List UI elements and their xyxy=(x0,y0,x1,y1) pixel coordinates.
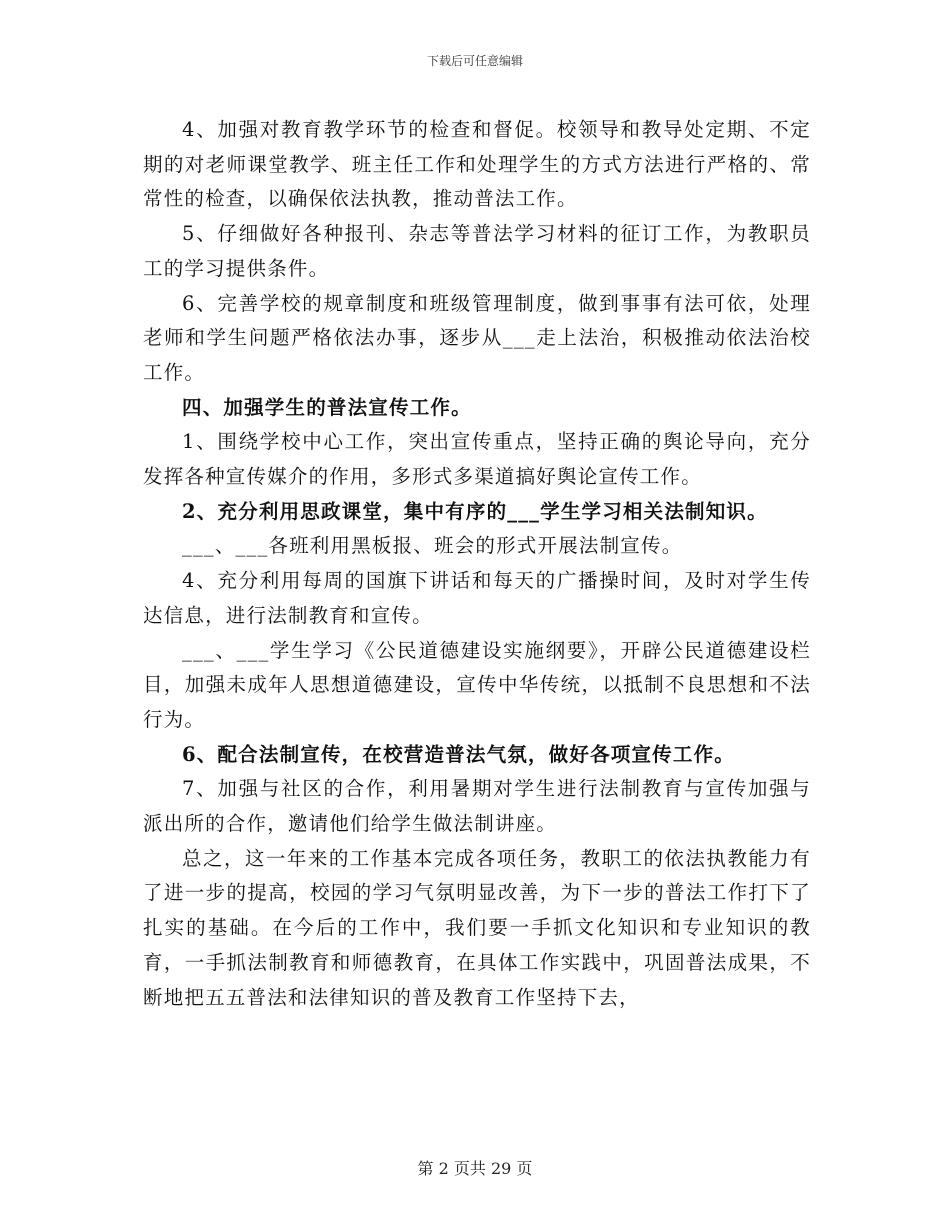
paragraph-item-2: 2、充分利用思政课堂，集中有序的___学生学习相关法制知识。 xyxy=(182,499,768,523)
paragraph-item-1: 1、围绕学校中心工作，突出宣传重点，坚持正确的舆论导向，充分发挥各种宣传媒介的作用，多形式多渠道搞好舆论宣传工作。 xyxy=(143,430,811,489)
paragraph-item-6b: 6、配合法制宣传，在校营造普法气氛，做好各项宣传工作。 xyxy=(182,742,735,766)
document-body xyxy=(143,113,811,1015)
paragraph-item-4b: 4、充分利用每周的国旗下讲话和每天的广播操时间，及时对学生传达信息，进行法制教育和宣传。 xyxy=(143,569,811,627)
paragraph-summary: 总之，这一年来的工作基本完成各项任务，教职工的依法执教能力有了进一步的提高，校园的学习气氛明显改善，为下一步的普法工作打下了扎实的基础。在今后的工作中，我们要一手抓文化知识和专业知识的教育，一手抓法制教育和师德教育，在具体工作实践中，巩固普法成果，不断地把五五普法和法律知识的普及教育工作坚持下去， xyxy=(143,846,811,1009)
paragraph-item-7: 7、加强与社区的合作，利用暑期对学生进行法制教育与宣传加强与派出所的合作，邀请他们给学生做法制讲座。 xyxy=(143,777,811,836)
paragraph-item-6: 6、完善学校的规章制度和班级管理制度，做到事事有法可依，处理老师和学生问题严格依法办事，逐步从___走上法治，积极推动依法治校工作。 xyxy=(143,291,811,384)
paragraph-item-5: 5、仔细做好各种报刊、杂志等普法学习材料的征订工作，为教职员工的学习提供条件。 xyxy=(143,222,811,280)
page-header: 下载后可任意编辑 xyxy=(426,54,523,68)
paragraph-item-3: ___、___各班利用黑板报、班会的形式开展法制宣传。 xyxy=(182,534,683,558)
page-footer: 第 2 页共 29 页 xyxy=(417,1159,533,1178)
paragraph-item-5b: ___、___学生学习《公民道德建设实施纲要》，开辟公民道德建设栏目，加强未成年人思想道德建设，宣传中华传统，以抵制不良思想和不法行为。 xyxy=(143,638,811,731)
section-heading: 四、加强学生的普法宣传工作。 xyxy=(182,395,472,419)
paragraph-item-4: 4、加强对教育教学环节的检查和督促。校领导和教导处定期、不定期的对老师课堂教学、班主任工作和处理学生的方式方法进行严格的、常常性的检查，以确保依法执教，推动普法工作。 xyxy=(143,118,811,211)
